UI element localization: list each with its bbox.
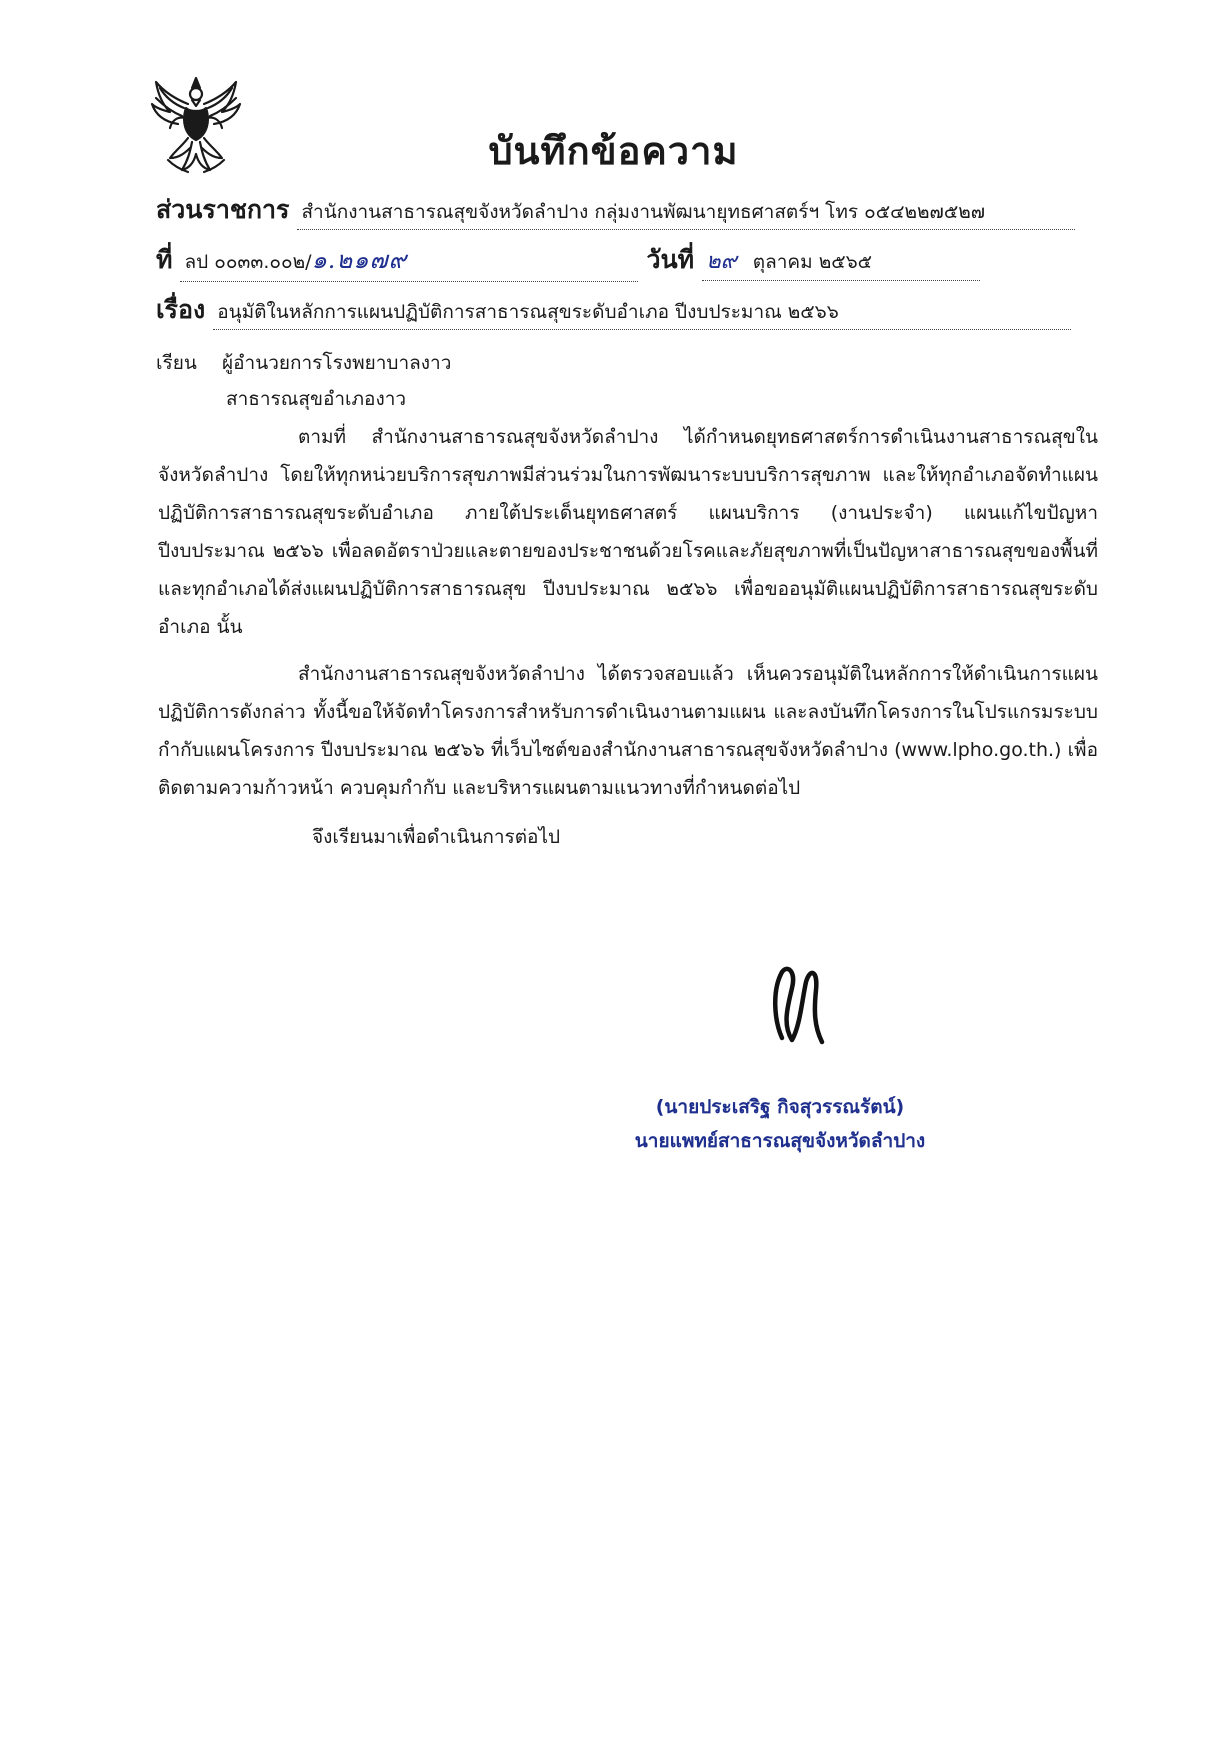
- to-line-2: สาธารณสุขอำเภองาว: [226, 388, 407, 410]
- agency-value: สำนักงานสาธารณสุขจังหวัดลำปาง กลุ่มงานพัฒนายุทธศาสตร์ฯ โทร ๐๕๔๒๒๗๕๒๗: [297, 197, 1075, 230]
- date-value: ตุลาคม ๒๕๖๕: [752, 251, 873, 273]
- date-day-handwritten: ๒๙: [706, 249, 737, 274]
- closing-line: จึงเรียนมาเพื่อดำเนินการต่อไป: [312, 826, 561, 848]
- document-title: บันทึกข้อความ: [488, 129, 739, 173]
- subject-row: [156, 290, 1071, 330]
- body-paragraph-2: สำนักงานสาธารณสุขจังหวัดลำปาง ได้ตรวจสอบแล้ว เห็นควรอนุมัติในหลักการให้ดำเนินการแผนปฏิบัติการดังกล่าว ทั้งนี้ขอให้จัดทำโครงการสำหรับการดำเนินงานตามแผน และลงบันทึกโครงการในโปรแกรมระบบกำกับแผนโครงการ ปีงบประมาณ ๒๕๖๖ ที่เว็บไซต์ของสำนักงานสาธารณสุขจังหวัดลำปาง (www.lpho.go.th.) เพื่อติดตามความก้าวหน้า ควบคุมกำกับ และบริหารแผนตามแนวทางที่กำหนดต่อไป: [158, 663, 1098, 799]
- ref-field: [180, 240, 638, 282]
- ref-value: ลป ๐๐๓๓.๐๐๒/: [184, 251, 312, 273]
- ref-date-row: [156, 240, 980, 282]
- ref-handwritten-number: ๑.๒๑๗๙: [311, 246, 408, 274]
- body-paragraph-1: ตามที่ สำนักงานสาธารณสุขจังหวัดลำปาง ได้กำหนดยุทธศาสตร์การดำเนินงานสาธารณสุขในจังหวัดลำปาง โดยให้ทุกหน่วยบริการสุขภาพมีส่วนร่วมในการพัฒนาระบบบริการสุขภาพ และให้ทุกอำเภอจัดทำแผนปฏิบัติการสาธารณสุขระดับอำเภอ ภายใต้ประเด็นยุทธศาสตร์ แผนบริการ (งานประจำ) แผนแก้ไขปัญหา ปีงบประมาณ ๒๕๖๖ เพื่อลดอัตราป่วยและตายของประชาชนด้วยโรคและภัยสุขภาพที่เป็นปัญหาสาธารณสุขของพื้นที่ และทุกอำเภอได้ส่งแผนปฏิบัติการสาธารณสุข ปีงบประมาณ ๒๕๖๖ เพื่อขออนุมัติแผนปฏิบัติการสาธารณสุขระดับอำเภอ นั้น: [158, 426, 1098, 638]
- subject-value: อนุมัติในหลักการแผนปฏิบัติการสาธารณสุขระดับอำเภอ ปีงบประมาณ ๒๕๖๖: [213, 297, 1071, 330]
- subject-label: เรื่อง: [156, 295, 206, 324]
- signer-position: นายแพทย์สาธารณสุขจังหวัดลำปาง: [634, 1130, 926, 1152]
- ref-label: ที่: [156, 245, 173, 274]
- agency-label: ส่วนราชการ: [156, 195, 290, 224]
- signer-name: (นายประเสริฐ กิจสุวรรณรัตน์): [655, 1096, 905, 1118]
- date-label: วันที่: [646, 245, 695, 274]
- signer-block: [600, 1090, 960, 1158]
- date-field: [702, 243, 980, 281]
- handwritten-signature-icon: [752, 960, 840, 1048]
- to-label: เรียน: [156, 352, 197, 374]
- salutation-block: [156, 345, 451, 417]
- agency-row: [156, 190, 1075, 230]
- to-line-1: ผู้อำนวยการโรงพยาบาลงาว: [222, 352, 452, 374]
